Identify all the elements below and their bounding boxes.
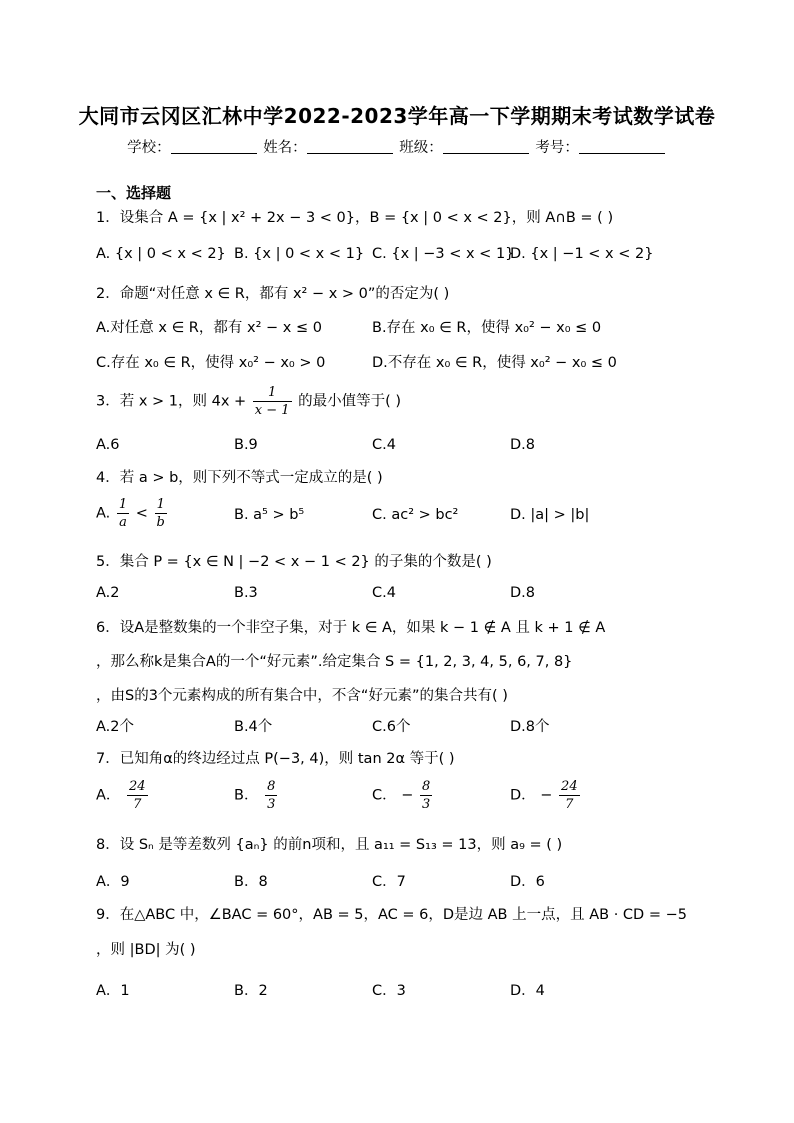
question-7-option-a <box>96 778 150 813</box>
question-7-option-c-numerator: 8 <box>422 779 431 794</box>
question-7-option-b-fraction <box>265 778 277 813</box>
class-label: 班级： <box>399 140 443 156</box>
question-2-stem: 2．命题“对任意 x ∈ R，都有 x² − x > 0”的否定为( ) <box>96 286 450 302</box>
question-5-option-d: D.8 <box>510 585 535 601</box>
page-title: 大同市云冈区汇林中学2022-2023学年高一下学期期末考试数学试卷 <box>78 104 716 128</box>
student-info-line <box>0 136 794 157</box>
question-5-stem: 5．集合 P = {x ∈ N | −2 < x − 1 < 2} 的子集的个数是( ) <box>96 554 492 570</box>
question-7-option-b-numerator: 8 <box>267 779 276 794</box>
question-3-option-c: C.4 <box>372 437 396 453</box>
question-4-option-a <box>96 496 169 531</box>
question-5-option-a: A.2 <box>96 585 120 601</box>
question-4-option-c: C. ac² > bc² <box>372 507 459 523</box>
section-title: 一、选择题 <box>96 184 172 202</box>
question-3-fraction-numerator: 1 <box>253 384 292 402</box>
question-7-option-c <box>372 778 434 813</box>
question-6-option-b: B.4个 <box>234 719 273 735</box>
question-6-option-d: D.8个 <box>510 719 550 735</box>
question-7-option-b <box>234 778 279 813</box>
question-3-stem-pre: 3．若 x > 1，则 4x + <box>96 393 247 410</box>
question-4-option-a-numerator-2: 1 <box>155 496 167 514</box>
class-blank <box>443 139 529 154</box>
question-7-option-b-label: B． <box>234 787 259 804</box>
question-8-stem: 8．设 Sₙ 是等差数列 {aₙ} 的前n项和，且 a₁₁ = S₁₃ = 13，则 a₉ = ( ) <box>96 837 563 853</box>
question-3-stem <box>96 384 401 419</box>
question-7-option-c-fraction <box>420 778 432 813</box>
school-blank <box>171 139 257 154</box>
question-9-option-c: C．3 <box>372 983 406 999</box>
question-9-stem-line-2: ，则 |BD| 为( ) <box>96 942 196 958</box>
question-8-option-c: C．7 <box>372 874 406 890</box>
question-5-option-c: C.4 <box>372 585 396 601</box>
question-7-option-d-fraction <box>559 778 580 813</box>
question-8-option-d: D．6 <box>510 874 545 890</box>
question-7-option-d <box>510 778 582 813</box>
question-7-option-c-sign: − <box>401 787 414 804</box>
question-4-option-a-fraction-2 <box>155 496 167 531</box>
question-3-option-b: B.9 <box>234 437 258 453</box>
question-4-option-a-denominator-2: b <box>156 515 165 530</box>
question-1-option-c: C. {x | −3 < x < 1} <box>372 246 515 262</box>
question-6-stem-line-1: 6．设A是整数集的一个非空子集，对于 k ∈ A，如果 k − 1 ∉ A 且 k + 1 ∉ A <box>96 620 606 636</box>
question-1-stem: 1．设集合 A = {x | x² + 2x − 3 < 0}，B = {x | 0 < x < 2}，则 A∩B = ( ) <box>96 210 614 226</box>
question-7-option-c-label: C． <box>372 787 397 804</box>
question-3-option-d: D.8 <box>510 437 535 453</box>
name-label: 姓名： <box>263 140 307 156</box>
question-8-option-b: B．8 <box>234 874 268 890</box>
question-6-stem-line-2: ，那么称k是集合A的一个“好元素”.给定集合 S = {1, 2, 3, 4, 5, 6, 7, 8} <box>96 654 573 670</box>
question-4-option-a-numerator-1: 1 <box>118 497 128 512</box>
question-7-option-b-denominator: 3 <box>267 797 276 812</box>
question-3-fraction <box>253 384 292 419</box>
question-7-option-a-label: A． <box>96 787 121 804</box>
question-4-option-a-label: A. <box>96 505 111 522</box>
number-label: 考号： <box>535 140 579 156</box>
question-4-option-a-fraction-1 <box>117 496 129 531</box>
question-7-option-a-fraction <box>127 778 148 813</box>
number-blank <box>579 139 665 154</box>
question-1-option-b: B. {x | 0 < x < 1} <box>234 246 365 262</box>
question-4-option-d: D. |a| > |b| <box>510 507 590 523</box>
question-7-option-c-denominator: 3 <box>422 797 431 812</box>
question-7-option-d-label: D． <box>510 787 536 804</box>
question-7-stem: 7．已知角α的终边经过点 P(−3, 4)，则 tan 2α 等于( ) <box>96 751 455 767</box>
question-6-stem-line-3: ，由S的3个元素构成的所有集合中，不含“好元素”的集合共有( ) <box>96 688 508 704</box>
question-8-option-a: A．9 <box>96 874 130 890</box>
question-9-option-a: A．1 <box>96 983 130 999</box>
question-5-option-b: B.3 <box>234 585 258 601</box>
name-blank <box>307 139 393 154</box>
question-3-stem-post: 的最小值等于( ) <box>298 393 402 410</box>
question-7-option-a-denominator: 7 <box>133 797 142 812</box>
question-9-option-b: B．2 <box>234 983 268 999</box>
question-1-option-a: A. {x | 0 < x < 2} <box>96 246 226 262</box>
question-2-option-d: D.不存在 x₀ ∈ R，使得 x₀² − x₀ ≤ 0 <box>372 355 617 371</box>
question-4-option-b: B. a⁵ > b⁵ <box>234 507 305 523</box>
question-7-option-d-sign: − <box>540 787 553 804</box>
question-4-stem: 4．若 a > b，则下列不等式一定成立的是( ) <box>96 470 383 486</box>
question-2-option-c: C.存在 x₀ ∈ R，使得 x₀² − x₀ > 0 <box>96 355 326 371</box>
question-7-option-a-numerator: 24 <box>129 779 146 794</box>
question-9-option-d: D．4 <box>510 983 545 999</box>
question-2-option-a: A.对任意 x ∈ R，都有 x² − x ≤ 0 <box>96 320 322 336</box>
question-9-stem-line-1: 9．在△ABC 中，∠BAC = 60°，AB = 5，AC = 6，D是边 AB 上一点，且 AB · CD = −5 <box>96 907 687 923</box>
question-7-option-d-numerator: 24 <box>561 779 578 794</box>
question-3-fraction-denominator: x − 1 <box>254 403 290 418</box>
question-4-option-a-denominator-1: a <box>119 515 127 530</box>
question-4-option-a-relation: < <box>135 505 148 522</box>
question-7-option-d-denominator: 7 <box>565 797 574 812</box>
question-2-option-b: B.存在 x₀ ∈ R，使得 x₀² − x₀ ≤ 0 <box>372 320 602 336</box>
question-3-option-a: A.6 <box>96 437 120 453</box>
question-6-option-c: C.6个 <box>372 719 411 735</box>
question-1-option-d: D. {x | −1 < x < 2} <box>510 246 654 262</box>
school-label: 学校： <box>127 140 171 156</box>
question-6-option-a: A.2个 <box>96 719 134 735</box>
